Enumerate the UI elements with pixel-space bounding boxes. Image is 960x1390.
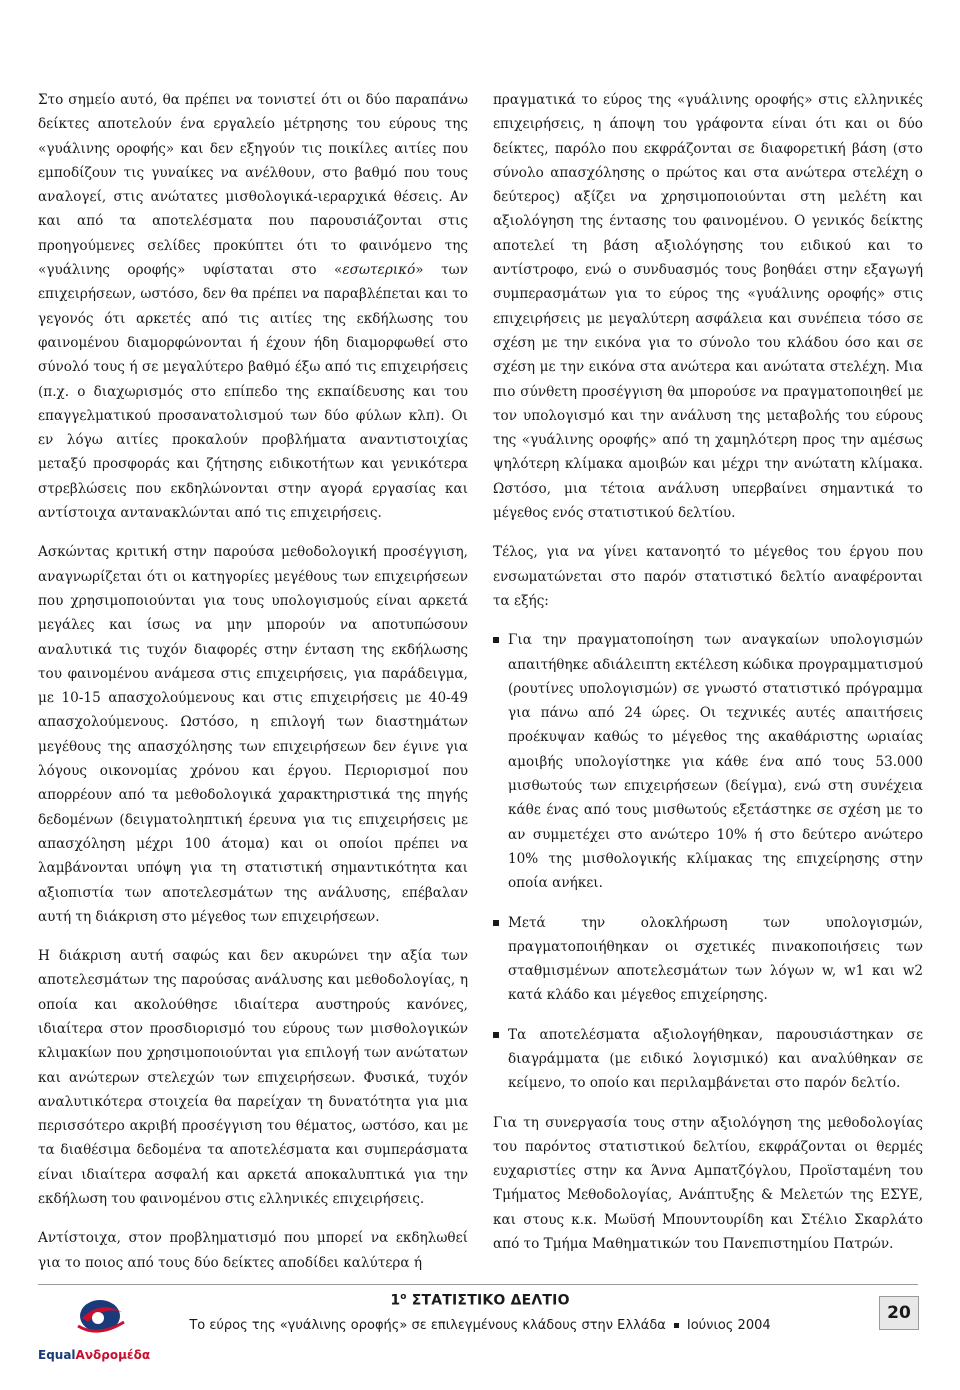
right-column — [493, 88, 923, 1271]
paragraph: Ασκώντας κριτική στην παρούσα μεθοδολογική προσέγγιση, αναγνωρίζεται ότι οι κατηγορίες μεγέθους των επιχειρήσεων που χρησιμοποιούνται για τους υπολογισμούς είναι αρκετά μεγάλες και ίσως να μην μπορούν να αποτυπώσουν αναλυτικά τις τυχόν διαφορές στην ένταση της εκδήλωσης του φαινομένου ανάμεσα στις επιχειρήσεις, για παράδειγμα, με 10-15 απασχολούμενους και στις επιχειρήσεις με 40-49 απασχολούμενους. Ωστόσο, η επιλογή των διαστημάτων μεγέθους της απασχόλησης των επιχειρήσεων δεν έγινε για λόγους οικονομίας χρόνου και έργου. Περιορισμοί που απορρέουν από τα μεθοδολογικά χαρακτηριστικά της πηγής δεδομένων (δειγματοληπτική έρευνα για τις επιχειρήσεις με απασχόληση μέχρι 100 άτομα) και οι οποίοι πρέπει να λαμβάνονται υπόψη για τη στατιστική σημαντικότητα και αξιοπιστία των αποτελεσμάτων της ανάλυσης, επέβαλαν αυτή τη διάκριση στο μέγεθος των επιχειρήσεων. — [38, 544, 468, 925]
bullet-list — [493, 628, 923, 1095]
list-item: Μετά την ολοκλήρωση των υπολογισμών, πραγματοποιήθηκαν οι σχετικές πινακοποιήσεις των σταθμισμένων αποτελεσμάτων των λόγων w, w1 και w2 κατά κλάδο και μέγεθος επιχείρησης. — [493, 911, 923, 1008]
bulletin-title: $1^o$ ΣΤΑΤΙΣΤΙΚΟ ΔΕΛΤΙΟ — [390, 1292, 570, 1309]
square-separator-icon — [674, 1323, 679, 1328]
logo-wordmark: EqualΑνδρομέδα — [38, 1348, 151, 1362]
paragraph: Στο σημείο αυτό, θα πρέπει να τονιστεί ότι οι δύο παραπάνω δείκτες αποτελούν ένα εργαλείο μέτρησης του εύρους της «γυάλινης οροφής» και δεν εξηγούν τις ποικίλες αιτίες που εμποδίζουν τις γυναίκες να ανέλθουν, στο βαθμό που τους αναλογεί, στις ανώτατες μισθολογικά-ιεραρχικά θέσεις. Αν και από τα αποτελέσματα που παρουσιάζονται στις προηγούμενες σελίδες προκύπτει ότι το φαινόμενο της «γυάλινης οροφής» υφίσταται στο «εσωτερικό» των επιχειρήσεων, ωστόσο, δεν θα πρέπει να παραβλέπεται και το γεγονός ότι αρκετές από τις αιτίες της εκδήλωσης του φαινομένου διαμορφώνονται ή έχουν ήδη διαμορφωθεί στο σύνολό τους ή σε μεγαλύτερο βαθμό έξω από τις επιχειρήσεις (π.χ. ο διαχωρισμός στο επίπεδο της εκπαίδευσης και του επαγγελματικού προσανατολισμού των δύο φύλων κλπ). Οι εν λόγω αιτίες προκαλούν προβλήματα αναντιστοιχίας μεταξύ προσφοράς και ζήτησης ειδικοτήτων και γενικότερα στρεβλώσεις που εκδηλώνονται στην αγορά εργασίας και αντίστοιχα αντανακλώνται από τις επιχειρήσεις. — [38, 92, 469, 522]
footer-divider — [38, 1284, 918, 1285]
emphasis: εσωτερικό — [342, 262, 416, 279]
paragraph: Τέλος, για να γίνει κατανοητό το μέγεθος του έργου που ενσωματώνεται στο παρόν στατιστικό δελτίο αναφέρονται τα εξής: — [493, 544, 923, 609]
bulletin-subtitle: Το εύρος της «γυάλινης οροφής» σε επιλεγμένους κλάδους στην Ελλάδα Ιούνιος 2004 — [189, 1318, 771, 1333]
square-bullet-icon — [493, 637, 499, 643]
paragraph: Η διάκριση αυτή σαφώς και δεν ακυρώνει την αξία των αποτελεσμάτων της παρούσας ανάλυσης και μεθοδολογίας, η οποία και ακολούθησε ιδιαίτερα αυστηρούς κανόνες, ιδιαίτερα στον προσδιορισμό του εύρους των μισθολογικών κλιμακίων που χρησιμοποιούνται για επιλογή των ανώτατων και ανώτερων στελεχών των επιχειρήσεων. Φυσικά, τυχόν αναλυτικότερα στοιχεία θα παρείχαν τη δυνατότητα για μια περισσότερο ακριβή προσέγγιση του θέματος, ωστόσο, και με τα διαθέσιμα δεδομένα τα αποτελέσματα και συμπεράσματα είναι ιδιαίτερα ασφαλή και αρκετά αποκαλυπτικά για την εκδήλωση του φαινομένου στις ελληνικές επιχειρήσεις. — [38, 948, 468, 1208]
list-item: Για την πραγματοποίηση των αναγκαίων υπολογισμών απαιτήθηκε αδιάλειπτη εκτέλεση κώδικα προγραμματισμού (ρουτίνες υπολογισμών) σε γνωστό στατιστικό πρόγραμμα για πάνω από 24 ώρες. Οι τεχνικές αυτές απαιτήσεις προέκυψαν καθώς το μέγεθος της ακαθάριστης ωριαίας αμοιβής υπολογίστηκε για κάθε ένα από τους 53.000 μισθωτούς των επιχειρήσεων (δείγμα), ενώ στη συνέχεια κάθε ένας από τους μισθωτούς εξετάστηκε σε σχέση με το αν συμμετέχει στο ανώτερο 10% ή στο δεύτερο ανώτερο 10% της μισθολογικής κλίμακας της επιχείρησης στην οποία ανήκει. — [493, 628, 923, 895]
left-column — [38, 88, 468, 1290]
paragraph: Για τη συνεργασία τους στην αξιολόγηση της μεθοδολογίας του παρόντος στατιστικού δελτίου, εκφράζονται οι θερμές ευχαριστίες στην κα Άννα Αμπατζόγλου, Προϊσταμένη του Τμήματος Μεθοδολογίας, Ανάπτυξης & Μελετών της ΕΣΥΕ, και στους κ.κ. Μωϋσή Μπουντουρίδη και Στέλιο Σκαρλάτο από το Τμήμα Μαθηματικών του Πανεπιστημίου Πατρών. — [493, 1114, 923, 1253]
paragraph: Αντίστοιχα, στον προβληματισμό που μπορεί να εκδηλωθεί για το ποιος από τους δύο δείκτες αποδίδει καλύτερα ή — [38, 1230, 468, 1271]
square-bullet-icon — [493, 1032, 499, 1038]
list-item: Τα αποτελέσματα αξιολογήθηκαν, παρουσιάστηκαν σε διαγράμματα (με ειδικό λογισμικό) και αναλύθηκαν σε κείμενο, το οποίο και περιλαμβάνεται στο παρόν δελτίο. — [493, 1023, 923, 1096]
paragraph: πραγματικά το εύρος της «γυάλινης οροφής» στις ελληνικές επιχειρήσεις, η άποψη του γράφοντα είναι ότι και οι δύο δείκτες, παρόλο που εκφράζονται σε διαφορετική βάση (στο σύνολο απασχόλησης ο πρώτος και στα ανώτερα στελέχη ο δεύτερος) αξίζει να χρησιμοποιούνται στη μελέτη και αξιολόγηση της έντασης του φαινομένου. Ο γενικός δείκτης αποτελεί τη βάση αξιολόγησης του ειδικού και το αντίστροφο, ενώ ο συνδυασμός τους βοηθάει στην εξαγωγή συμπερασμάτων για το εύρος της «γυάλινης οροφής» στις επιχειρήσεις με μεγαλύτερη ασφάλεια και συνέπεια τόσο σε σχέση με την εικόνα για το σύνολο του κλάδου όσο και σε σχέση με την εικόνα στα ανώτερα και ανώτατα στελέχη. Μια πιο σύνθετη προσέγγιση θα μπορούσε να πραγματοποιηθεί με τον υπολογισμό και την ανάλυση της μεταβολής του εύρους της «γυάλινης οροφής» από τη χαμηλότερη προς την αμέσως ψηλότερη κλίμακα αμοιβών και μέχρι την ανώτατη κλίμακα. Ωστόσο, μια τέτοια ανάλυση υπερβαίνει σημαντικά το μέγεθος ενός στατιστικού δελτίου. — [493, 92, 923, 522]
square-bullet-icon — [493, 920, 499, 926]
page-number: 20 — [879, 1296, 919, 1330]
